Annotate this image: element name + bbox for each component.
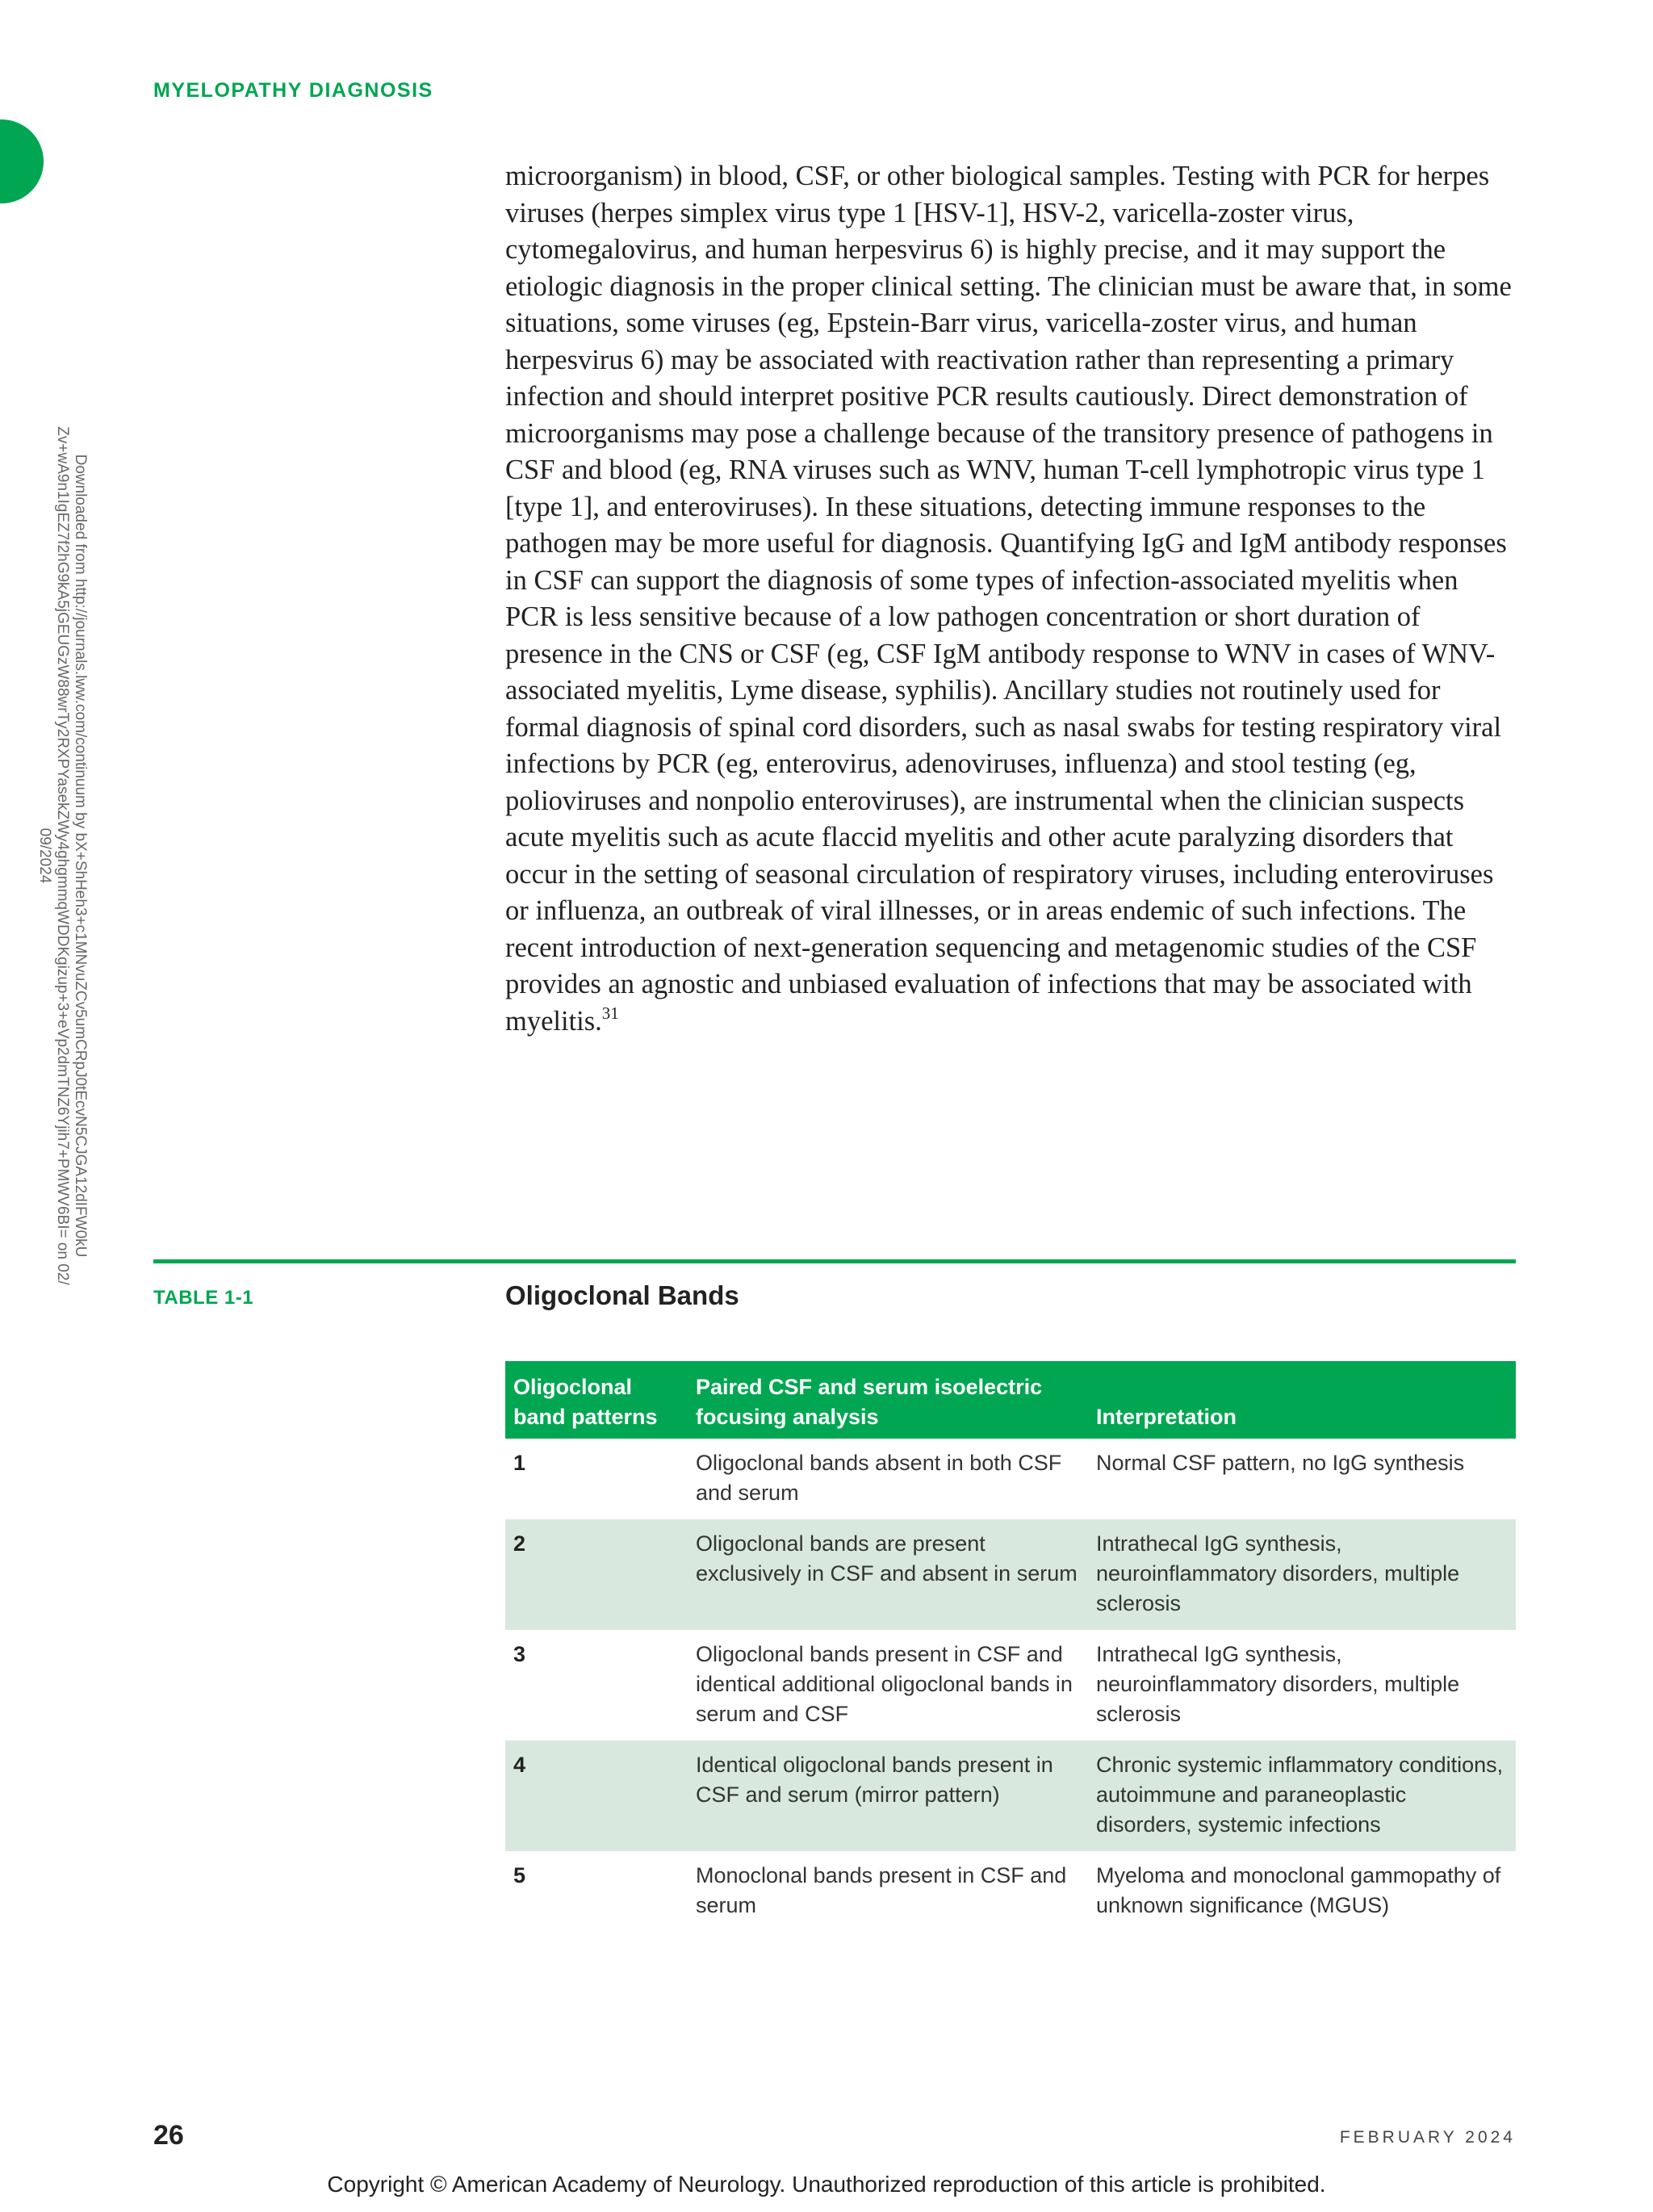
- citation-reference[interactable]: 31: [601, 1003, 619, 1023]
- body-paragraph-text: microorganism) in blood, CSF, or other biological samples. Testing with PCR for herpes viruses (herpes simplex virus type 1 [HSV-1], HSV-2, varicella-zoster virus, cytomegalovirus, and human herpesvirus 6) is highly precise, and it may support the etiologic diagnosis in the proper clinical setting. The clinician must be aware that, in some situations, some viruses (eg, Epstein-Barr virus, varicella-zoster virus, and human herpesvirus 6) may be associated with reactivation rather than representing a primary infection and should interpret positive PCR results cautiously. Direct demonstration of microorganisms may pose a challenge because of the transitory presence of pathogens in CSF and blood (eg, RNA viruses such as WNV, human T-cell lymphotropic virus type 1 [type 1], and enteroviruses). In these situations, detecting immune responses to the pathogen may be more useful for diagnosis. Quantifying IgG and IgM antibody responses in CSF can support the diagnosis of some types of infection-associated myelitis when PCR is less sensitive because of a low pathogen concentration or short duration of presence in the CNS or CSF (eg, CSF IgM antibody response to WNV in cases of WNV-associated myelitis, Lyme disease, syphilis). Ancillary studies not routinely used for formal diagnosis of spinal cord disorders, such as nasal swabs for testing respiratory viral infections by PCR (eg, enterovirus, adenoviruses, influenza) and stool testing (eg, polioviruses and nonpolio enteroviruses), are instrumental when the clinician suspects acute myelitis such as acute flaccid myelitis and other acute paralyzing disorders that occur in the setting of seasonal circulation of respiratory viruses, including enteroviruses or influenza, an outbreak of viral illnesses, or in areas endemic of such infections. The recent introduction of next-generation sequencing and metagenomic studies of the CSF provides an agnostic and unbiased evaluation of infections that may be associated with myelitis.: [505, 161, 1512, 1037]
- interpretation-cell: Intrathecal IgG synthesis, neuroinflammatory disorders, multiple sclerosis: [1088, 1519, 1516, 1630]
- pattern-number: 1: [513, 1451, 526, 1475]
- table-header-row: [505, 1361, 1516, 1439]
- issue-date: FEBRUARY 2024: [1339, 2128, 1516, 2147]
- table-label: TABLE 1-1: [153, 1287, 254, 1309]
- download-watermark: [36, 331, 89, 1380]
- column-header-pattern: Oligoclonal band patterns: [505, 1361, 688, 1439]
- column-header-analysis: Paired CSF and serum isoelectric focusing analysis: [688, 1361, 1088, 1439]
- table-row: [505, 1439, 1516, 1519]
- copyright-notice: Copyright © American Academy of Neurology. Unauthorized reproduction of this article is prohibited.: [327, 2172, 1326, 2197]
- pattern-number: 3: [513, 1642, 526, 1666]
- analysis-cell: Monoclonal bands present in CSF and serum: [696, 1863, 1067, 1917]
- body-paragraph: [505, 158, 1516, 1040]
- page-number: 26: [153, 2120, 184, 2151]
- interpretation-cell: Normal CSF pattern, no IgG synthesis: [1096, 1451, 1465, 1475]
- analysis-cell: Identical oligoclonal bands present in CSF and serum (mirror pattern): [688, 1741, 1088, 1851]
- table-row: [505, 1519, 1516, 1630]
- interpretation-cell: Chronic systemic inflammatory conditions, autoimmune and paraneoplastic disorders, systemic infections: [1088, 1741, 1516, 1851]
- table-row: [505, 1630, 1516, 1741]
- pattern-number: 5: [513, 1863, 526, 1887]
- download-watermark-line: Zv+wA9n1IgEZ7f2hG9kA5jGEUGzW88wrTy2RXPYasekZWy4ghgmmqWDDKgizup+3+eVp2dmTNZ6Yjih7+PMWV6BI= on 02/: [54, 426, 71, 1285]
- oligoclonal-bands-table: [505, 1361, 1516, 1932]
- pattern-number: 4: [505, 1741, 688, 1851]
- analysis-cell: Oligoclonal bands absent in both CSF and serum: [696, 1451, 1062, 1505]
- interpretation-cell: Intrathecal IgG synthesis, neuroinflammatory disorders, multiple sclerosis: [1096, 1642, 1460, 1726]
- analysis-cell: Oligoclonal bands present in CSF and identical additional oligoclonal bands in serum and CSF: [696, 1642, 1073, 1726]
- download-watermark-line: Downloaded from http://journals.lww.com/continuum by bX+ShHeh3+c1MNvuZCv5umCRpJ0tEcvN5CJGA12dIFW0kU: [72, 454, 89, 1258]
- table-top-rule: [153, 1259, 1516, 1263]
- running-head: MYELOPATHY DIAGNOSIS: [153, 79, 433, 102]
- table-row: [505, 1741, 1516, 1851]
- section-tab-marker: [0, 119, 44, 203]
- interpretation-cell: Myeloma and monoclonal gammopathy of unknown significance (MGUS): [1096, 1863, 1501, 1917]
- analysis-cell: Oligoclonal bands are present exclusively in CSF and absent in serum: [688, 1519, 1088, 1630]
- table-title: Oligoclonal Bands: [505, 1280, 739, 1310]
- pattern-number: 2: [505, 1519, 688, 1630]
- column-header-interpretation: Interpretation: [1088, 1361, 1516, 1439]
- download-watermark-line: 09/2024: [36, 827, 53, 884]
- table-row: [505, 1851, 1516, 1932]
